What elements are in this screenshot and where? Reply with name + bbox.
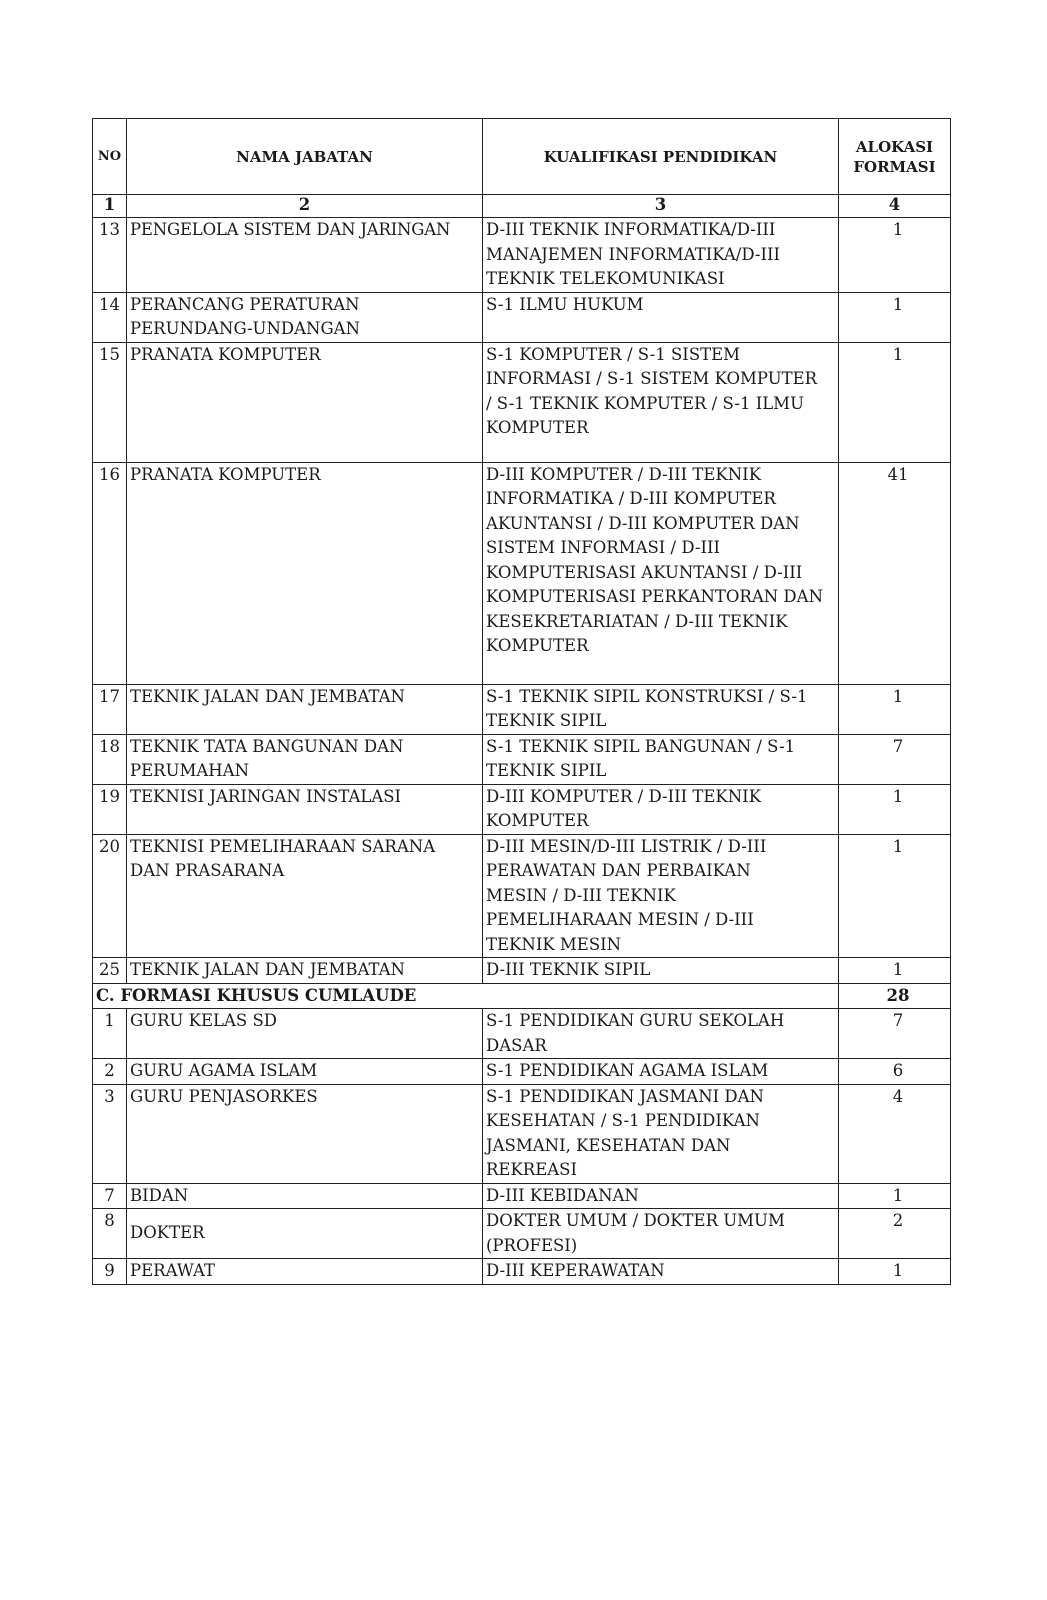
header-nama-jabatan: NAMA JABATAN	[127, 119, 483, 195]
table-row	[93, 784, 951, 834]
row-no: 18	[93, 734, 127, 784]
table-row	[93, 1059, 951, 1085]
row-no: 1	[93, 1009, 127, 1059]
header-alokasi-line1: ALOKASI	[855, 137, 934, 156]
row-alokasi: 1	[839, 834, 951, 958]
table-row	[93, 1009, 951, 1059]
column-number: 2	[127, 195, 483, 218]
row-kualifikasi: S-1 KOMPUTER / S-1 SISTEM INFORMASI / S-1 SISTEM KOMPUTER / S-1 TEKNIK KOMPUTER / S-1 ILMU KOMPUTER	[483, 342, 839, 462]
row-no: 25	[93, 958, 127, 984]
table-row	[93, 1209, 951, 1259]
header-no: NO	[93, 119, 127, 195]
table-row	[93, 292, 951, 342]
row-no: 13	[93, 218, 127, 293]
table-row	[93, 462, 951, 684]
row-kualifikasi: D-III KEBIDANAN	[483, 1183, 839, 1209]
row-alokasi: 1	[839, 218, 951, 293]
section-c-total: 28	[839, 983, 951, 1009]
section-c-row	[93, 983, 951, 1009]
row-nama: GURU AGAMA ISLAM	[127, 1059, 483, 1085]
table-row	[93, 958, 951, 984]
row-kualifikasi: D-III TEKNIK SIPIL	[483, 958, 839, 984]
row-kualifikasi: D-III TEKNIK INFORMATIKA/D-III MANAJEMEN INFORMATIKA/D-III TEKNIK TELEKOMUNIKASI	[483, 218, 839, 293]
row-kualifikasi: S-1 PENDIDIKAN GURU SEKOLAH DASAR	[483, 1009, 839, 1059]
table-row	[93, 1259, 951, 1285]
table-row	[93, 1183, 951, 1209]
row-no: 14	[93, 292, 127, 342]
row-nama: PERANCANG PERATURAN PERUNDANG-UNDANGAN	[127, 292, 483, 342]
row-nama: TEKNIK TATA BANGUNAN DAN PERUMAHAN	[127, 734, 483, 784]
row-alokasi: 2	[839, 1209, 951, 1259]
row-nama: PRANATA KOMPUTER	[127, 462, 483, 684]
header-row	[93, 119, 951, 195]
header-alokasi-line2: FORMASI	[853, 157, 936, 176]
row-no: 9	[93, 1259, 127, 1285]
row-no: 19	[93, 784, 127, 834]
row-no: 15	[93, 342, 127, 462]
row-no: 2	[93, 1059, 127, 1085]
column-number: 3	[483, 195, 839, 218]
row-alokasi: 1	[839, 1183, 951, 1209]
row-alokasi: 1	[839, 1259, 951, 1285]
row-no: 17	[93, 684, 127, 734]
row-alokasi: 41	[839, 462, 951, 684]
table-row	[93, 218, 951, 293]
row-alokasi: 1	[839, 292, 951, 342]
table-row	[93, 1084, 951, 1183]
column-number: 4	[839, 195, 951, 218]
row-kualifikasi: D-III KOMPUTER / D-III TEKNIK KOMPUTER	[483, 784, 839, 834]
row-nama: DOKTER	[127, 1209, 483, 1259]
row-kualifikasi: S-1 ILMU HUKUM	[483, 292, 839, 342]
row-nama: PENGELOLA SISTEM DAN JARINGAN	[127, 218, 483, 293]
row-nama: TEKNIK JALAN DAN JEMBATAN	[127, 958, 483, 984]
header-kualifikasi: KUALIFIKASI PENDIDIKAN	[483, 119, 839, 195]
row-alokasi: 7	[839, 1009, 951, 1059]
row-alokasi: 4	[839, 1084, 951, 1183]
column-number: 1	[93, 195, 127, 218]
row-kualifikasi: S-1 TEKNIK SIPIL KONSTRUKSI / S-1 TEKNIK SIPIL	[483, 684, 839, 734]
table-row	[93, 342, 951, 462]
row-alokasi: 1	[839, 342, 951, 462]
row-alokasi: 7	[839, 734, 951, 784]
row-no: 7	[93, 1183, 127, 1209]
row-kualifikasi: D-III MESIN/D-III LISTRIK / D-III PERAWATAN DAN PERBAIKAN MESIN / D-III TEKNIK PEMELIHARAAN MESIN / D-III TEKNIK MESIN	[483, 834, 839, 958]
row-alokasi: 1	[839, 784, 951, 834]
row-nama: BIDAN	[127, 1183, 483, 1209]
table-row	[93, 684, 951, 734]
row-no: 8	[93, 1209, 127, 1259]
header-alokasi	[839, 119, 951, 195]
row-alokasi: 1	[839, 958, 951, 984]
row-nama: GURU KELAS SD	[127, 1009, 483, 1059]
row-no: 3	[93, 1084, 127, 1183]
row-alokasi: 6	[839, 1059, 951, 1085]
row-nama: TEKNISI PEMELIHARAAN SARANA DAN PRASARANA	[127, 834, 483, 958]
row-kualifikasi: S-1 PENDIDIKAN AGAMA ISLAM	[483, 1059, 839, 1085]
table-row	[93, 734, 951, 784]
row-nama: PRANATA KOMPUTER	[127, 342, 483, 462]
row-kualifikasi: S-1 TEKNIK SIPIL BANGUNAN / S-1 TEKNIK SIPIL	[483, 734, 839, 784]
formasi-table	[92, 118, 951, 1285]
table-row	[93, 834, 951, 958]
row-kualifikasi: S-1 PENDIDIKAN JASMANI DAN KESEHATAN / S-1 PENDIDIKAN JASMANI, KESEHATAN DAN REKREASI	[483, 1084, 839, 1183]
row-no: 16	[93, 462, 127, 684]
row-nama: PERAWAT	[127, 1259, 483, 1285]
column-number-row	[93, 195, 951, 218]
row-kualifikasi: D-III KEPERAWATAN	[483, 1259, 839, 1285]
row-kualifikasi: DOKTER UMUM / DOKTER UMUM (PROFESI)	[483, 1209, 839, 1259]
row-nama: TEKNIK JALAN DAN JEMBATAN	[127, 684, 483, 734]
row-nama: GURU PENJASORKES	[127, 1084, 483, 1183]
row-no: 20	[93, 834, 127, 958]
row-nama: TEKNISI JARINGAN INSTALASI	[127, 784, 483, 834]
section-c-title: C. FORMASI KHUSUS CUMLAUDE	[93, 983, 839, 1009]
row-alokasi: 1	[839, 684, 951, 734]
row-kualifikasi: D-III KOMPUTER / D-III TEKNIK INFORMATIKA / D-III KOMPUTER AKUNTANSI / D-III KOMPUTER DAN SISTEM INFORMASI / D-III KOMPUTERISASI AKUNTANSI / D-III KOMPUTERISASI PERKANTORAN DAN KESEKRETARIATAN / D-III TEKNIK KOMPUTER	[483, 462, 839, 684]
